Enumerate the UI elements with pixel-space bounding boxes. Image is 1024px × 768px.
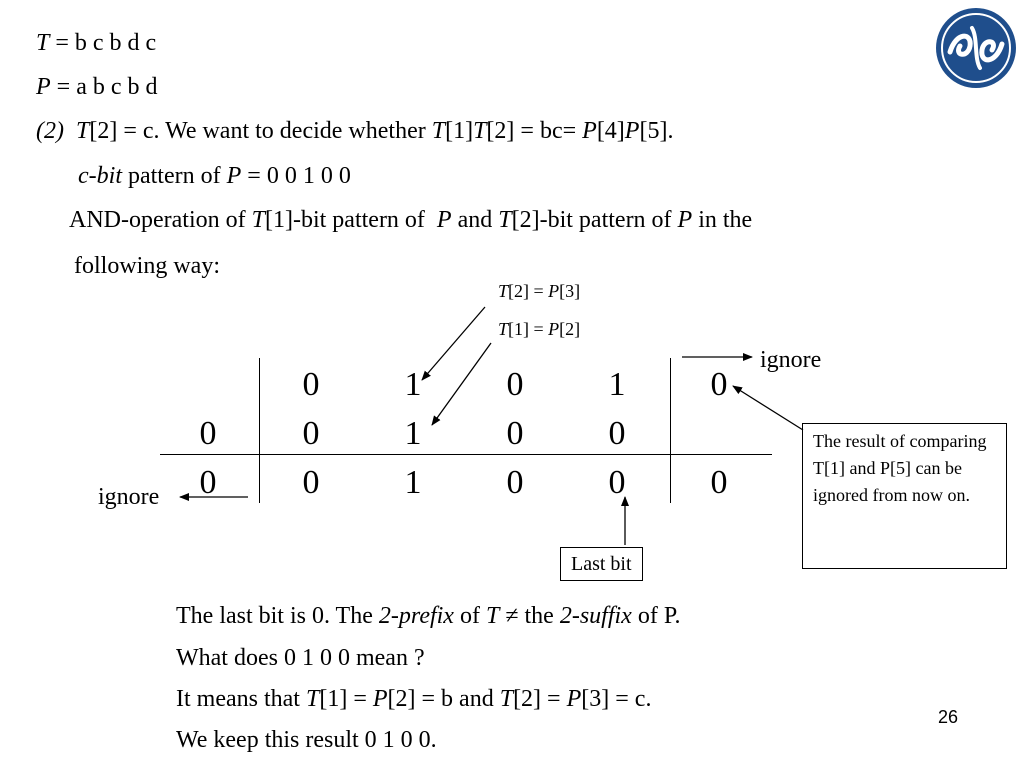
table-right-divider [670, 358, 671, 503]
label-ignore-right: ignore [760, 347, 822, 373]
row1-cell: 1 [404, 366, 422, 403]
label-t1-p2: T[1] = P[2] [498, 319, 581, 339]
table-sum-line [160, 454, 772, 455]
footer-line-question: What does 0 1 0 0 mean ? [176, 645, 425, 671]
footer-line-means: It means that T[1] = P[2] = b and T[2] = P[3] = c. [176, 686, 652, 712]
string-T: = b c b d c [49, 30, 157, 56]
table-left-divider [259, 358, 260, 503]
footer-line-last-bit: The last bit is 0. The 2-prefix of T ≠ the 2-suffix of P. [176, 603, 681, 629]
row3-cell: 1 [404, 464, 422, 501]
arrow-note-box [733, 386, 803, 430]
row2-left-cell: 0 [199, 415, 217, 452]
row2-cell: 1 [404, 415, 422, 452]
row1-cell: 0 [302, 366, 320, 403]
footer-line-keep: We keep this result 0 1 0 0. [176, 727, 437, 753]
label-t2-p3: T[2] = P[3] [498, 281, 581, 301]
header-line-P [36, 75, 158, 99]
string-P: = a b c b d [50, 74, 158, 100]
page-number: 26 [938, 707, 959, 727]
var-P: P [36, 74, 51, 100]
label-ignore-left: ignore [98, 484, 160, 510]
row2-cell: 0 [608, 415, 626, 452]
row3-cell: 0 [302, 464, 320, 501]
var-T: T [36, 30, 50, 56]
header-line-cbit: c-bit pattern of P = 0 0 1 0 0 [78, 163, 351, 189]
header-line-and-operation: AND-operation of T[1]-bit pattern of P and T[2]-bit pattern of P in the [69, 207, 753, 233]
row3-cell: 0 [710, 464, 728, 501]
row3-cell: 0 [608, 464, 626, 501]
row1-cell: 1 [608, 366, 626, 403]
header-line-following: following way: [74, 253, 220, 279]
row3-cell: 0 [506, 464, 524, 501]
note-box: The result of comparing T[1] and P[5] can be ignored from now on. [802, 423, 1007, 569]
row1-cell: 0 [506, 366, 524, 403]
row3-left-cell: 0 [199, 464, 217, 501]
header-line-T [36, 31, 156, 55]
header-line-step2: (2) T[2] = c. We want to decide whether T[1]T[2] = bc= P[4]P[5]. [36, 118, 674, 144]
row2-cell: 0 [506, 415, 524, 452]
last-bit-label: Last bit [560, 547, 643, 581]
row2-cell: 0 [302, 415, 320, 452]
row1-cell: 0 [710, 366, 728, 403]
arrow-t1-p2 [432, 343, 491, 425]
